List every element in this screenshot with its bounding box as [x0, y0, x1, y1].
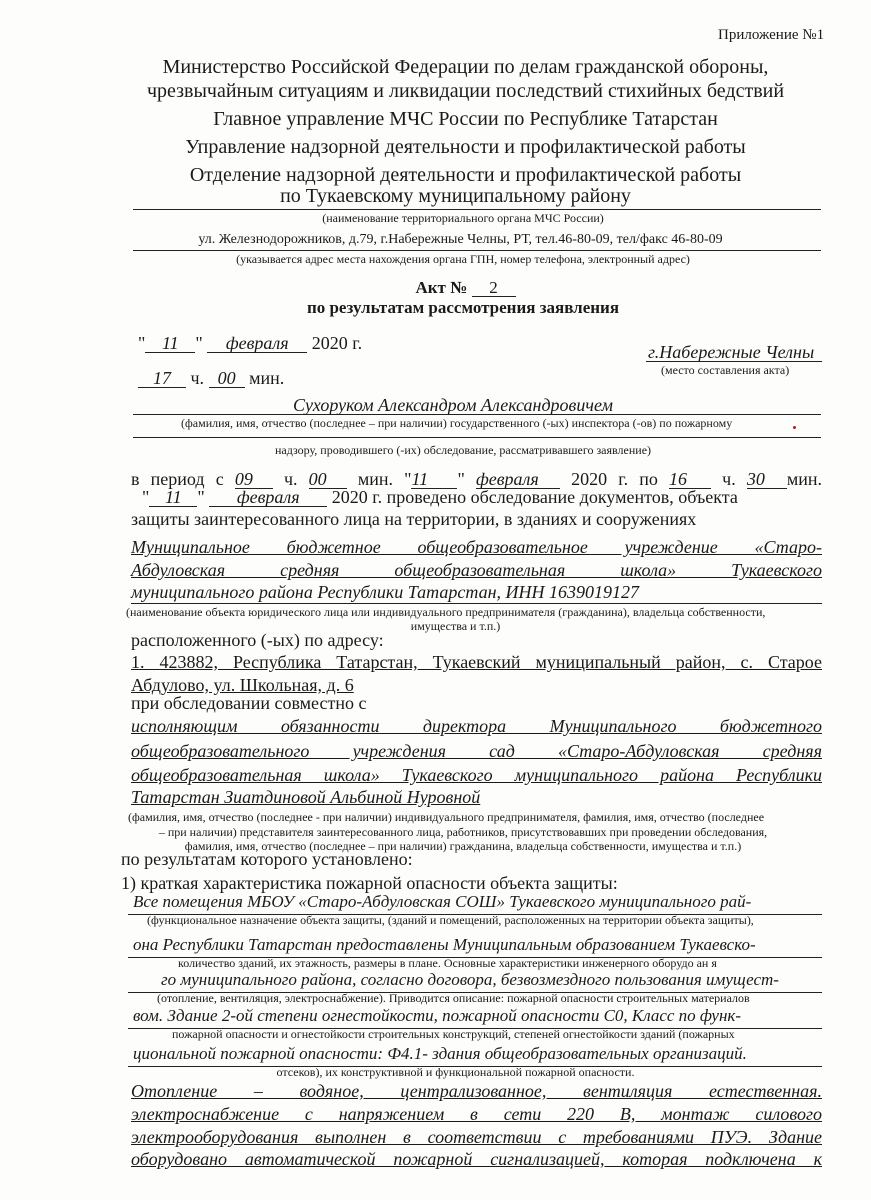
time-hour: 17: [138, 369, 186, 388]
period-to-min: 30: [747, 470, 787, 489]
place-caption: (место составления акта): [661, 363, 790, 377]
engineering-line-2: электроснабжение с напряжением в сети 220 В, монтаж силового: [131, 1104, 822, 1124]
object-caption-2: имущества и т.п.): [410, 619, 501, 633]
period-from-hour: 09: [235, 470, 273, 489]
department-district: по Тукаевскому муниципальному району: [280, 185, 631, 207]
h-label: ч.: [283, 469, 298, 489]
characteristic-item: 1) краткая характеристика пожарной опасности объекта защиты:: [121, 873, 618, 893]
act-time: [138, 368, 284, 389]
result-label: по результатам которого установлено:: [121, 849, 413, 869]
period-from-month: февраля: [476, 470, 560, 489]
quote: ": [197, 487, 205, 507]
inspector-rule-2: [133, 437, 821, 438]
engineering-line-4: оборудовано автоматической пожарной сигнализацией, которая подключена к: [131, 1149, 822, 1169]
ministry-line-2: чрезвычайным ситуациям и ликвидации последствий стихийных бедствий: [146, 80, 785, 102]
characteristic-caption-1: (функциональное назначение объекта защиты, (зданий и помещений, расположенных на территории объекта защиты),: [147, 913, 754, 927]
word-from: с: [215, 469, 224, 489]
characteristic-line-2: она Республики Татарстан предоставлены Муниципальным образованием Тукаевско-: [133, 935, 756, 954]
location-line-2: Абдулово, ул. Школьная, д. 6: [131, 675, 354, 695]
act-title: [0, 278, 871, 298]
h-label: ч.: [722, 469, 736, 489]
period-from-min: 00: [309, 470, 347, 489]
place-value: г.Набережные Челны: [648, 342, 815, 362]
date-quote-open: ": [138, 333, 146, 353]
inspector-caption-2: надзору, проводившего (-их) обследование, рассматривавшего заявление): [274, 443, 652, 457]
jointly-label: при обследовании совместно с: [131, 693, 367, 713]
jointly-line-1: исполняющим обязанности директора Муниципального бюджетного: [131, 716, 822, 736]
mark-dot: [793, 426, 796, 429]
location-label: расположенного (-ых) по адресу:: [131, 630, 384, 650]
characteristic-caption-3: (отопление, вентиляция, электроснабжение). Приводится описание: пожарной опасности строительных материалов: [157, 991, 750, 1005]
min-label: мин.: [357, 469, 393, 489]
object-rule: [131, 603, 822, 604]
word-in: в: [131, 469, 140, 489]
object-line-2: Абдуловская средняя общеобразовательная школа» Тукаевского: [131, 560, 822, 580]
engineering-line-1: Отопление – водяное, централизованное, вентиляция естественная.: [131, 1081, 822, 1101]
jointly-caption-1: (фамилия, имя, отчество (последнее - при наличии) индивидуального предпринимателя, фамилия, имя, отчество (последнее: [128, 810, 765, 824]
main-directorate: Главное управление МЧС России по Республике Татарстан: [213, 108, 718, 130]
characteristic-caption-5: отсеков), их конструктивной и функциональной пожарной опасности.: [276, 1065, 635, 1079]
quote: ": [142, 487, 150, 507]
header-caption: (наименование территориального органа МЧС России): [322, 211, 604, 225]
inspector-caption-1: (фамилия, имя, отчество (последнее – при наличии) государственного (-ых) инспектора (-ов) по пожарному: [181, 416, 733, 430]
jointly-line-4: Татарстан Зиатдиновой Альбиной Нуровной: [131, 787, 481, 807]
time-m-label: мин.: [249, 368, 285, 388]
location-line-1: 1. 423882, Республика Татарстан, Тукаевский муниципальный район, с. Старое: [131, 652, 822, 672]
characteristic-caption-2: количество зданий, их этажность, размеры в плане. Основные характеристики инженерного оборудо ан я: [178, 956, 717, 970]
time-minute: 00: [209, 369, 245, 388]
act-date: [138, 333, 362, 354]
act-subtitle: по результатам рассмотрения заявления: [306, 298, 620, 317]
characteristic-line-1: Все помещения МБОУ «Старо-Абдуловская СОШ» Тукаевского муниципального рай-: [133, 892, 752, 911]
inspector-name: Сухоруком Александром Александровичем: [293, 395, 613, 415]
ministry-line-1: Министерство Российской Федерации по делам гражданской обороны,: [162, 56, 769, 78]
time-h-label: ч.: [190, 368, 205, 388]
jointly-line-3: общеобразовательная школа» Тукаевского муниципального района Республики: [131, 765, 822, 785]
supervision-department: Отделение надзорной деятельности и профилактической работы: [189, 164, 742, 186]
period-to-hour: 16: [669, 470, 711, 489]
jointly-caption-3: фамилия, имя, отчество (последнее – при наличии) гражданина, владельца собственности, имущества и т.п.): [184, 839, 742, 853]
appendix-label: Приложение №1: [718, 27, 825, 43]
jointly-line-2: общеобразовательного учреждения сад «Старо-Абдуловская средняя: [131, 741, 822, 761]
address-caption: (указывается адрес места нахождения органа ГПН, номер телефона, электронный адрес): [236, 252, 690, 266]
period-to-day: 11: [149, 488, 197, 507]
period-from-day: 11: [411, 470, 457, 489]
place-rule: [646, 361, 822, 362]
characteristic-caption-4: пожарной опасности и огнестойкости строительных конструкций, степеней огнестойкости зданий (пожарных: [172, 1027, 735, 1041]
period-year: 2020 г.: [571, 469, 629, 489]
characteristic-line-4: вом. Здание 2-ой степени огнестойкости, пожарной опасности С0, Класс по функ-: [133, 1006, 742, 1025]
quote: ": [457, 469, 465, 489]
period-line-2: [142, 487, 738, 508]
engineering-line-3: электрооборудования выполнен в соответствии с требованиями ПУЭ. Здание: [131, 1127, 822, 1147]
office-address: ул. Железнодорожников, д.79, г.Набережные Челны, РТ, тел.46-80-09, тел/факс 46-80-09: [198, 232, 723, 247]
address-rule: [133, 250, 821, 251]
date-day: 11: [145, 334, 195, 353]
date-quote-close: ": [195, 333, 203, 353]
date-month: февраля: [207, 334, 307, 353]
inspector-rule: [133, 414, 821, 415]
word-period: период: [150, 469, 205, 489]
period-to-month: февраля: [209, 488, 327, 507]
act-label: Акт №: [415, 278, 468, 297]
characteristic-line-5: циональной пожарной опасности: Ф4.1- здания общеобразовательных организаций.: [133, 1044, 747, 1063]
object-caption-1: (наименование объекта юридического лица или индивидуального предпринимателя (гражданина), владельца собственности,: [126, 605, 766, 619]
header-rule: [133, 209, 821, 210]
min-label: мин.: [786, 469, 823, 489]
word-to: по: [639, 469, 658, 489]
quote: ": [404, 469, 412, 489]
characteristic-line-3: го муниципального района, согласно договора, безвозмездного пользования имущест-: [161, 970, 779, 989]
object-line-1: Муниципальное бюджетное общеобразовательное учреждение «Старо-: [131, 537, 822, 557]
date-year: 2020 г.: [311, 333, 363, 353]
supervision-directorate: Управление надзорной деятельности и профилактической работы: [185, 136, 746, 158]
period-line-2-rest: 2020 г. проведено обследование документов, объекта: [331, 487, 738, 507]
period-line-3: защиты заинтересованного лица на территории, в зданиях и сооружениях: [131, 509, 697, 529]
object-line-3: муниципального района Республики Татарстан, ИНН 1639019127: [131, 582, 639, 602]
jointly-caption-2: – при наличии) представителя заинтересованного лица, работников, присутствовавших при проведении обследования,: [158, 825, 768, 839]
act-number: 2: [472, 279, 516, 297]
